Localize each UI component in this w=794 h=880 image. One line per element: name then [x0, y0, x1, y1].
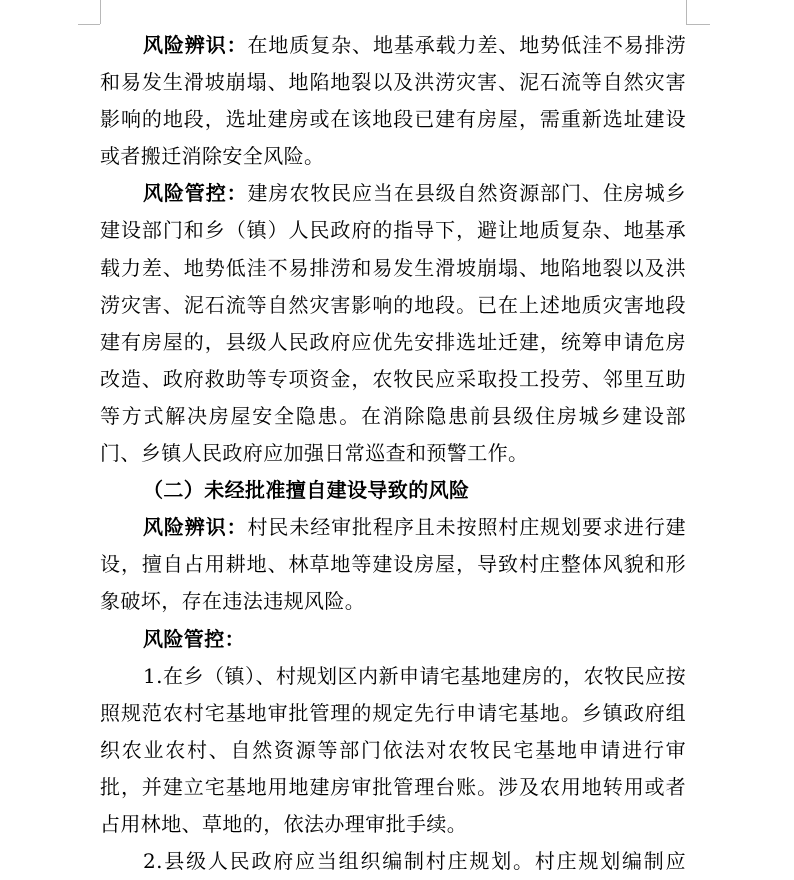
crop-mark-top-right-vertical — [686, 0, 687, 24]
section-heading-unapproved-construction: （二）未经批准擅自建设导致的风险 — [143, 478, 470, 503]
label-risk-control: 风险管控： — [143, 626, 245, 651]
paragraph-risk-identification-2 — [100, 509, 686, 620]
label-risk-identification: 风险辨识： — [143, 515, 248, 540]
paragraph-risk-identification-1 — [100, 27, 686, 175]
label-risk-identification: 风险辨识： — [143, 33, 248, 57]
crop-mark-top-right-horizontal — [686, 24, 710, 25]
label-risk-control: 风险管控： — [143, 181, 248, 206]
text-risk-identification: 在地质复杂、地基承载力差、地势低洼不易排涝和易发生滑坡崩塌、地陷地裂以及洪涝灾害、泥石流等自然灾害影响的地段，选址建房或在该地段已建有房屋，需重新选址建设或者搬迁消除安全风险。 — [100, 33, 687, 169]
list-item-1: 1.在乡（镇）、村规划区内新申请宅基地建房的，农牧民应按照规范农村宅基地审批管理的规定先行申请宅基地。乡镇政府组织农业农村、自然资源等部门依法对农牧民宅基地申请进行审批，并建立宅基地用地建房审批管理台账。涉及农用地转用或者占用林地、草地的，依法办理审批手续。 — [100, 663, 686, 836]
text-risk-control: 建房农牧民应当在县级自然资源部门、住房城乡建设部门和乡（镇）人民政府的指导下，避让地质复杂、地基承载力差、地势低洼不易排涝和易发生滑坡崩塌、地陷地裂以及洪涝灾害、泥石流等自然灾害影响的地段。已在上述地质灾害地段建有房屋的，县级人民政府应优先安排选址迁建，统筹申请危房改造、政府救助等专项资金，农牧民应采取投工投劳、邻里互助等方式解决房屋安全隐患。在消除隐患前县级住房城乡建设部门、乡镇人民政府应加强日常巡查和预警工作。 — [100, 181, 687, 466]
crop-mark-top-left-vertical — [100, 0, 101, 24]
text-risk-identification: 村民未经审批程序且未按照村庄规划要求进行建设，擅自占用耕地、林草地等建设房屋，导致村庄整体风貌和形象破坏，存在违法违规风险。 — [100, 515, 687, 614]
paragraph-risk-control-2-label — [100, 621, 686, 658]
paragraph-risk-control-1 — [100, 175, 686, 472]
document-body — [100, 27, 686, 880]
list-item-2: 2.县级人民政府应当组织编制村庄规划。村庄规划编制应 — [143, 849, 686, 874]
crop-mark-top-left-horizontal — [78, 24, 100, 25]
